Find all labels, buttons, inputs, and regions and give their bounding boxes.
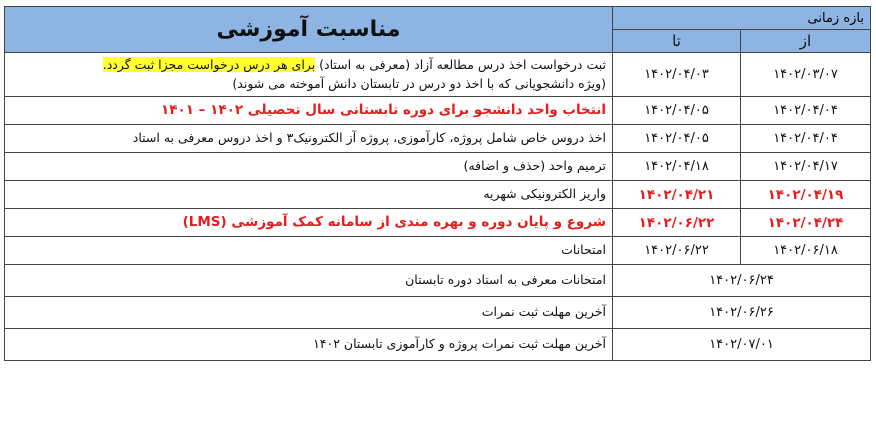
highlighted-note: برای هر درس درخواست مجزا ثبت گردد.	[102, 57, 316, 73]
table-row	[5, 53, 871, 97]
to-date: ۱۴۰۲/۰۴/۱۸	[613, 153, 741, 181]
from-date: ۱۴۰۲/۰۶/۱۸	[741, 237, 871, 265]
event-description: ترمیم واحد (حذف و اضافه)	[5, 153, 613, 181]
to-date: ۱۴۰۲/۰۴/۰۵	[613, 97, 741, 125]
schedule-table-wrapper	[4, 6, 870, 361]
table-row	[5, 265, 871, 297]
to-date: ۱۴۰۲/۰۶/۲۲	[613, 237, 741, 265]
from-date: ۱۴۰۲/۰۴/۱۷	[741, 153, 871, 181]
table-row	[5, 237, 871, 265]
event-description: انتخاب واحد دانشجو برای دوره تابستانی سال تحصیلی ۱۴۰۲ – ۱۴۰۱	[5, 97, 613, 125]
to-date: ۱۴۰۲/۰۴/۲۱	[613, 181, 741, 209]
from-date: ۱۴۰۲/۰۴/۰۴	[741, 97, 871, 125]
single-date: ۱۴۰۲/۰۷/۰۱	[613, 329, 871, 361]
table-row	[5, 125, 871, 153]
table-row	[5, 153, 871, 181]
from-date: ۱۴۰۲/۰۴/۲۴	[741, 209, 871, 237]
date-range-header: بازه زمانی	[613, 7, 871, 30]
table-row	[5, 329, 871, 361]
event-description: واریز الکترونیکی شهریه	[5, 181, 613, 209]
event-description: امتحانات	[5, 237, 613, 265]
to-date: ۱۴۰۲/۰۴/۰۵	[613, 125, 741, 153]
event-description: آخرین مهلت ثبت نمرات	[5, 297, 613, 329]
from-date: ۱۴۰۲/۰۴/۱۹	[741, 181, 871, 209]
table-row	[5, 209, 871, 237]
table-row	[5, 297, 871, 329]
event-text: ثبت درخواست اخذ درس مطالعه آزاد (معرفی به استاد)	[315, 57, 606, 73]
from-date: ۱۴۰۲/۰۳/۰۷	[741, 53, 871, 97]
event-description: آخرین مهلت ثبت نمرات پروژه و کارآموزی تابستان ۱۴۰۲	[5, 329, 613, 361]
single-date: ۱۴۰۲/۰۶/۲۴	[613, 265, 871, 297]
single-date: ۱۴۰۲/۰۶/۲۶	[613, 297, 871, 329]
event-description: شروع و پایان دوره و بهره مندی از سامانه کمک آموزشی (LMS)	[5, 209, 613, 237]
to-column-header: تا	[613, 30, 741, 53]
table-row	[5, 181, 871, 209]
academic-calendar-table	[4, 6, 871, 361]
event-note: (ویژه دانشجویانی که با اخذ دو درس در تابستان دانش آموخته می شوند)	[232, 75, 606, 91]
event-description: اخذ دروس خاص شامل پروژه، کارآموزی، پروژه آز الکترونیک۳ و اخذ دروس معرفی به استاد	[5, 125, 613, 153]
to-date: ۱۴۰۲/۰۶/۲۲	[613, 209, 741, 237]
table-row	[5, 97, 871, 125]
from-date: ۱۴۰۲/۰۴/۰۴	[741, 125, 871, 153]
event-title-header: مناسبت آموزشی	[5, 7, 613, 53]
event-description: امتحانات معرفی به استاد دوره تابستان	[5, 265, 613, 297]
from-column-header: از	[741, 30, 871, 53]
event-description	[5, 53, 613, 97]
to-date: ۱۴۰۲/۰۴/۰۳	[613, 53, 741, 97]
